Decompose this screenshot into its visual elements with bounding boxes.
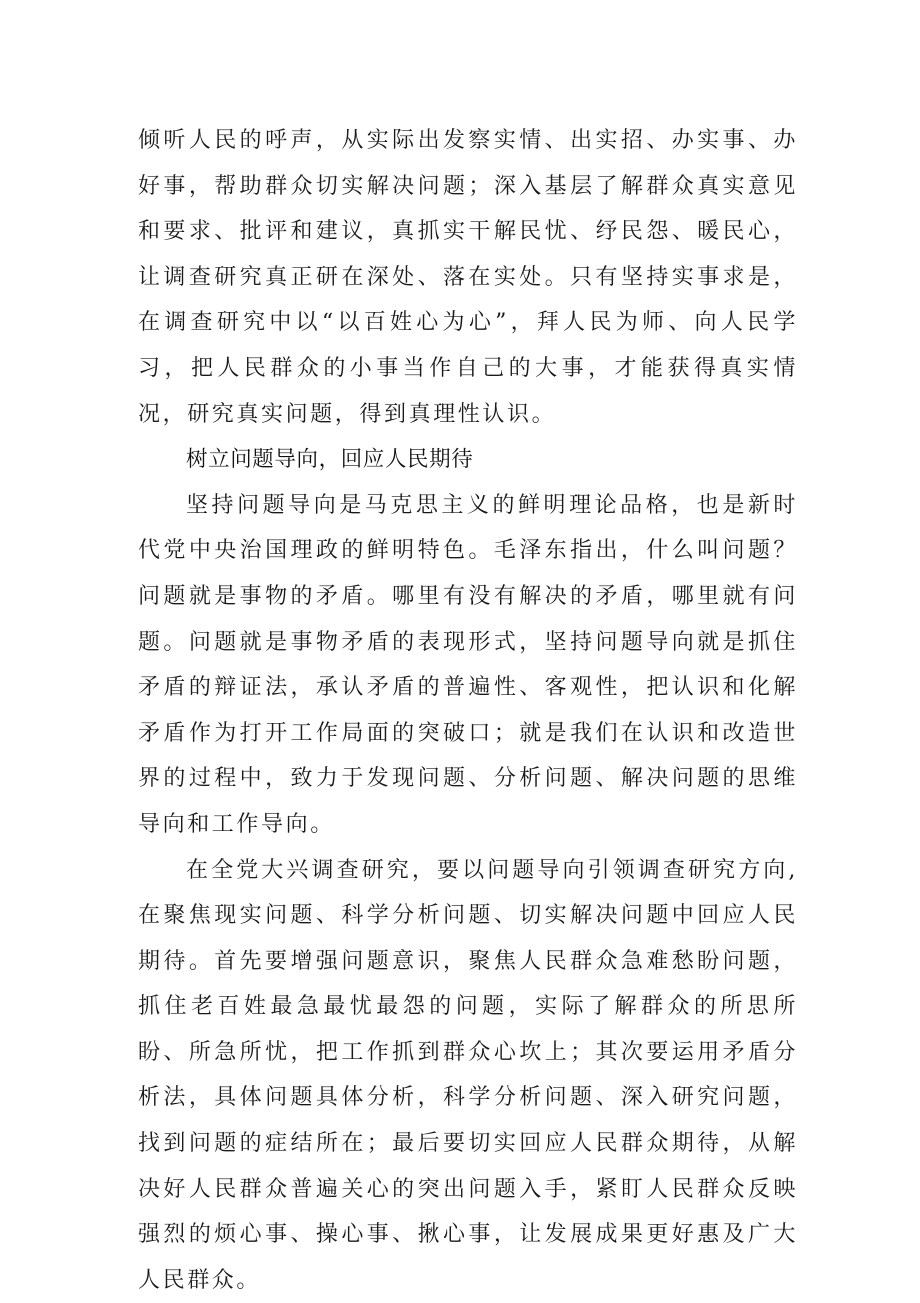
document-body: [138, 118, 798, 1303]
section-heading: 树立问题导向，回应人民期待: [138, 437, 798, 483]
paragraph-investigation-research: 在全党大兴调查研究，要以问题导向引领调查研究方向,在聚焦现实问题、科学分析问题、切实解决问题中回应人民期待。首先要增强问题意识，聚焦人民群众急难愁盼问题，抓住老百姓最急最忧最怨的问题，实际了解群众的所思所盼、所急所忧，把工作抓到群众心坎上；其次要运用矛盾分析法，具体问题具体分析，科学分析问题、深入研究问题，找到问题的症结所在；最后要切实回应人民群众期待，从解决好人民群众普遍关心的突出问题入手，紧盯人民群众反映强烈的烦心事、操心事、揪心事，让发展成果更好惠及广大人民群众。: [138, 848, 798, 1303]
paragraph-problem-orientation: 坚持问题导向是马克思主义的鲜明理论品格，也是新时代党中央治国理政的鲜明特色。毛泽东指出，什么叫问题？问题就是事物的矛盾。哪里有没有解决的矛盾，哪里就有问题。问题就是事物矛盾的表现形式，坚持问题导向就是抓住矛盾的辩证法，承认矛盾的普遍性、客观性，把认识和化解矛盾作为打开工作局面的突破口；就是我们在认识和改造世界的过程中，致力于发现问题、分析问题、解决问题的思维导向和工作导向。: [138, 483, 798, 848]
paragraph-continuation: 倾听人民的呼声，从实际出发察实情、出实招、办实事、办好事，帮助群众切实解决问题；深入基层了解群众真实意见和要求、批评和建议，真抓实干解民忧、纾民怨、暖民心，让调查研究真正研在深处、落在实处。只有坚持实事求是，在调查研究中以“以百姓心为心”，拜人民为师、向人民学习，把人民群众的小事当作自己的大事，才能获得真实情况，研究真实问题，得到真理性认识。: [138, 118, 798, 437]
